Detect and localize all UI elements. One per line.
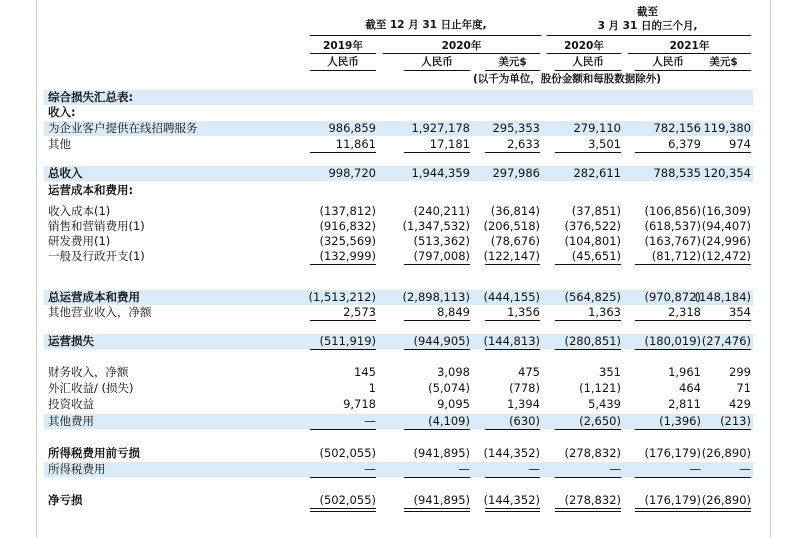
period-quarter-header-line2: 3 月 31 日的三个月, <box>597 20 698 32</box>
row-label: 总收入 <box>48 166 83 180</box>
currency-header: 人民币 <box>327 56 359 68</box>
row-value: (916,832) <box>319 219 376 233</box>
row-value: 1,961 <box>668 365 701 379</box>
total-rule-bottom <box>696 511 751 512</box>
currency-rule <box>555 70 621 71</box>
row-value: (213) <box>720 414 751 428</box>
year-header: 2020年 <box>441 40 482 52</box>
row-value: 351 <box>599 365 621 379</box>
row-label: 研发费用(1) <box>48 234 111 248</box>
row-value: (278,832) <box>564 446 621 460</box>
row-value: 71 <box>736 381 751 395</box>
row-label: 运营损失 <box>48 334 94 348</box>
row-label: 所得税费用前亏损 <box>48 446 140 460</box>
row-label: 外汇收益/ (损失) <box>48 381 134 395</box>
row-value: (944,905) <box>413 334 470 348</box>
total-rule-top <box>635 508 701 509</box>
row-value: 11,861 <box>335 137 376 151</box>
unit-note: (以千为单位，股份金额和每股数据除外) <box>472 73 662 85</box>
row-label: 其他营业收入，净额 <box>48 305 152 319</box>
subtotal-rule <box>555 152 621 153</box>
row-label: 一般及行政开支(1) <box>48 249 145 263</box>
currency-header: 美元$ <box>709 56 738 68</box>
currency-header: 人民币 <box>421 56 453 68</box>
year-rule <box>628 53 751 54</box>
row-value: (502,055) <box>319 493 376 507</box>
row-value: (144,352) <box>483 446 540 460</box>
row-value: (163,767) <box>644 234 701 248</box>
row-value: (16,309) <box>701 204 751 218</box>
row-value: (511,919) <box>319 334 376 348</box>
row-value: (81,712) <box>651 249 701 263</box>
row-value: 17,181 <box>429 137 470 151</box>
subtotal-rule <box>635 349 701 350</box>
row-value: — <box>364 462 376 476</box>
total-rule-bottom <box>635 511 701 512</box>
row-value: 782,156 <box>653 121 701 135</box>
row-value: (1,513,212) <box>308 290 376 304</box>
row-value: (618,537) <box>644 219 701 233</box>
row-value: (444,155) <box>483 290 540 304</box>
row-value: (280,851) <box>564 334 621 348</box>
row-label: 其他 <box>48 137 71 151</box>
year-header: 2020年 <box>564 40 604 52</box>
row-value: (564,825) <box>564 290 621 304</box>
subtotal-rule <box>555 320 621 321</box>
subtotal-rule <box>485 320 540 321</box>
subtotal-rule <box>485 152 540 153</box>
row-value: 1 <box>368 381 376 395</box>
right-edge-line <box>770 0 771 538</box>
subtotal-rule <box>635 264 701 265</box>
row-value: (5,074) <box>428 381 470 395</box>
row-value: 299 <box>729 365 751 379</box>
row-value: (122,147) <box>483 249 540 263</box>
row-value: (1,121) <box>579 381 621 395</box>
subtotal-rule <box>696 477 751 478</box>
currency-rule <box>485 70 540 71</box>
row-value: 295,353 <box>492 121 540 135</box>
row-value: (325,569) <box>319 234 376 248</box>
row-value: 998,720 <box>328 166 376 180</box>
row-label: 财务收入，净额 <box>48 365 129 379</box>
subtotal-rule <box>485 264 540 265</box>
row-value: (970,872) <box>644 290 701 304</box>
row-value: (176,179) <box>644 493 701 507</box>
subtotal-rule <box>555 349 621 350</box>
row-value: (180,019) <box>644 334 701 348</box>
row-value: — <box>689 462 701 476</box>
row-value: 3,501 <box>588 137 621 151</box>
row-value: (45,651) <box>571 249 621 263</box>
row-value: 429 <box>729 397 751 411</box>
row-label: 净亏损 <box>48 493 83 507</box>
total-rule-bottom <box>404 511 470 512</box>
year-rule <box>383 53 540 54</box>
subtotal-rule <box>696 320 751 321</box>
row-value: (94,407) <box>701 219 751 233</box>
row-value: 282,611 <box>573 166 621 180</box>
row-value: 9,718 <box>343 397 376 411</box>
total-rule-bottom <box>310 511 376 512</box>
row-value: (513,362) <box>413 234 470 248</box>
row-value: 354 <box>729 305 751 319</box>
row-value: 120,354 <box>703 166 751 180</box>
row-value: 1,944,359 <box>411 166 470 180</box>
row-value: 297,986 <box>492 166 540 180</box>
row-value: 119,380 <box>703 121 751 135</box>
row-value: — <box>528 462 540 476</box>
total-rule-top <box>696 508 751 509</box>
total-rule-top <box>310 508 376 509</box>
row-value: (106,856) <box>644 204 701 218</box>
row-value: (941,895) <box>413 493 470 507</box>
subtotal-rule <box>635 429 701 430</box>
subtotal-rule <box>310 349 376 350</box>
row-value: — <box>458 462 470 476</box>
row-value: (144,352) <box>483 493 540 507</box>
subtotal-rule <box>404 264 470 265</box>
row-value: (278,832) <box>564 493 621 507</box>
row-value: 974 <box>729 137 751 151</box>
row-label: 运营成本和费用: <box>48 183 134 197</box>
row-value: (1,347,532) <box>402 219 470 233</box>
year-header: 2021年 <box>669 40 710 52</box>
subtotal-rule <box>635 152 701 153</box>
row-value: (144,813) <box>483 334 540 348</box>
row-value: 1,363 <box>588 305 621 319</box>
row-value: 2,573 <box>343 305 376 319</box>
currency-header: 人民币 <box>572 56 604 68</box>
row-value: (27,476) <box>701 334 751 348</box>
currency-header: 美元$ <box>498 56 527 68</box>
row-value: 2,633 <box>507 137 540 151</box>
subtotal-rule <box>485 477 540 478</box>
row-value: (630) <box>509 414 540 428</box>
row-value: (137,812) <box>319 204 376 218</box>
row-value: 464 <box>679 381 701 395</box>
row-value: 1,356 <box>507 305 540 319</box>
row-value: (176,179) <box>644 446 701 460</box>
row-value: 279,110 <box>573 121 621 135</box>
row-value: (24,996) <box>701 234 751 248</box>
row-label: 所得税费用 <box>48 462 106 476</box>
row-value: (36,814) <box>490 204 540 218</box>
row-value: (206,518) <box>483 219 540 233</box>
row-value: (240,211) <box>413 204 470 218</box>
row-value: (1,396) <box>659 414 701 428</box>
row-value: 1,394 <box>507 397 540 411</box>
row-value: (502,055) <box>319 446 376 460</box>
row-label: 其他费用 <box>48 414 94 428</box>
row-value: 9,095 <box>437 397 470 411</box>
row-value: (4,109) <box>428 414 470 428</box>
row-value: (132,999) <box>319 249 376 263</box>
row-value: 2,811 <box>668 397 701 411</box>
subtotal-rule <box>696 152 751 153</box>
period-quarter-header-line1: 截至 <box>637 6 658 18</box>
year-header: 2019年 <box>323 40 363 52</box>
subtotal-rule <box>555 429 621 430</box>
row-value: 1,927,178 <box>411 121 470 135</box>
subtotal-rule <box>404 429 470 430</box>
year-rule <box>547 53 621 54</box>
subtotal-rule <box>310 429 376 430</box>
subtotal-rule <box>404 152 470 153</box>
subtotal-rule <box>696 429 751 430</box>
currency-rule <box>635 70 701 71</box>
row-value: (37,851) <box>571 204 621 218</box>
row-value: (797,008) <box>413 249 470 263</box>
row-value: (778) <box>509 381 540 395</box>
subtotal-rule <box>404 349 470 350</box>
year-rule <box>310 53 376 54</box>
row-value: (26,890) <box>701 493 751 507</box>
row-value: 475 <box>518 365 540 379</box>
currency-rule <box>696 70 751 71</box>
row-band <box>44 90 753 105</box>
subtotal-rule <box>310 477 376 478</box>
subtotal-rule <box>696 264 751 265</box>
period-annual-header: 截至 12 月 31 日止年度, <box>365 19 487 31</box>
row-label: 投资收益 <box>48 397 94 411</box>
row-value: (78,676) <box>490 234 540 248</box>
row-value: (26,890) <box>701 446 751 460</box>
row-label: 总运营成本和费用 <box>48 290 140 304</box>
total-rule-bottom <box>555 511 621 512</box>
row-value: 8,849 <box>437 305 470 319</box>
subtotal-rule <box>310 264 376 265</box>
row-label: 销售和营销费用(1) <box>48 219 145 233</box>
currency-rule <box>404 70 470 71</box>
row-value: 2,318 <box>668 305 701 319</box>
row-label: 收入: <box>48 105 76 119</box>
subtotal-rule <box>310 320 376 321</box>
subtotal-rule <box>310 152 376 153</box>
subtotal-rule <box>696 349 751 350</box>
subtotal-rule <box>485 429 540 430</box>
row-value: 5,439 <box>588 397 621 411</box>
row-value: (148,184) <box>694 290 751 304</box>
row-value: 788,535 <box>653 166 701 180</box>
row-value: (2,898,113) <box>402 290 470 304</box>
row-value: (12,472) <box>701 249 751 263</box>
row-value: (941,895) <box>413 446 470 460</box>
currency-rule <box>310 70 376 71</box>
total-rule-bottom <box>485 511 540 512</box>
row-value: (104,801) <box>564 234 621 248</box>
row-value: 3,098 <box>437 365 470 379</box>
row-value: — <box>739 462 751 476</box>
subtotal-rule <box>555 477 621 478</box>
currency-header: 人民币 <box>652 56 684 68</box>
total-rule-top <box>555 508 621 509</box>
header-rule-quarter <box>547 35 751 36</box>
total-rule-top <box>404 508 470 509</box>
row-value: — <box>364 414 376 428</box>
row-value: (376,522) <box>564 219 621 233</box>
row-value: (2,650) <box>579 414 621 428</box>
row-label: 收入成本(1) <box>48 204 111 218</box>
header-rule-annual <box>310 35 541 36</box>
total-rule-top <box>485 508 540 509</box>
row-value: 6,379 <box>668 137 701 151</box>
row-value: — <box>609 462 621 476</box>
subtotal-rule <box>485 349 540 350</box>
subtotal-rule <box>404 477 470 478</box>
row-label: 为企业客户提供在线招聘服务 <box>48 121 198 135</box>
row-value: 986,859 <box>328 121 376 135</box>
row-label: 综合损失汇总表: <box>48 90 134 104</box>
subtotal-rule <box>555 264 621 265</box>
left-edge-line <box>36 0 37 538</box>
subtotal-rule <box>635 320 701 321</box>
subtotal-rule <box>635 477 701 478</box>
subtotal-rule <box>404 320 470 321</box>
row-value: 145 <box>354 365 376 379</box>
